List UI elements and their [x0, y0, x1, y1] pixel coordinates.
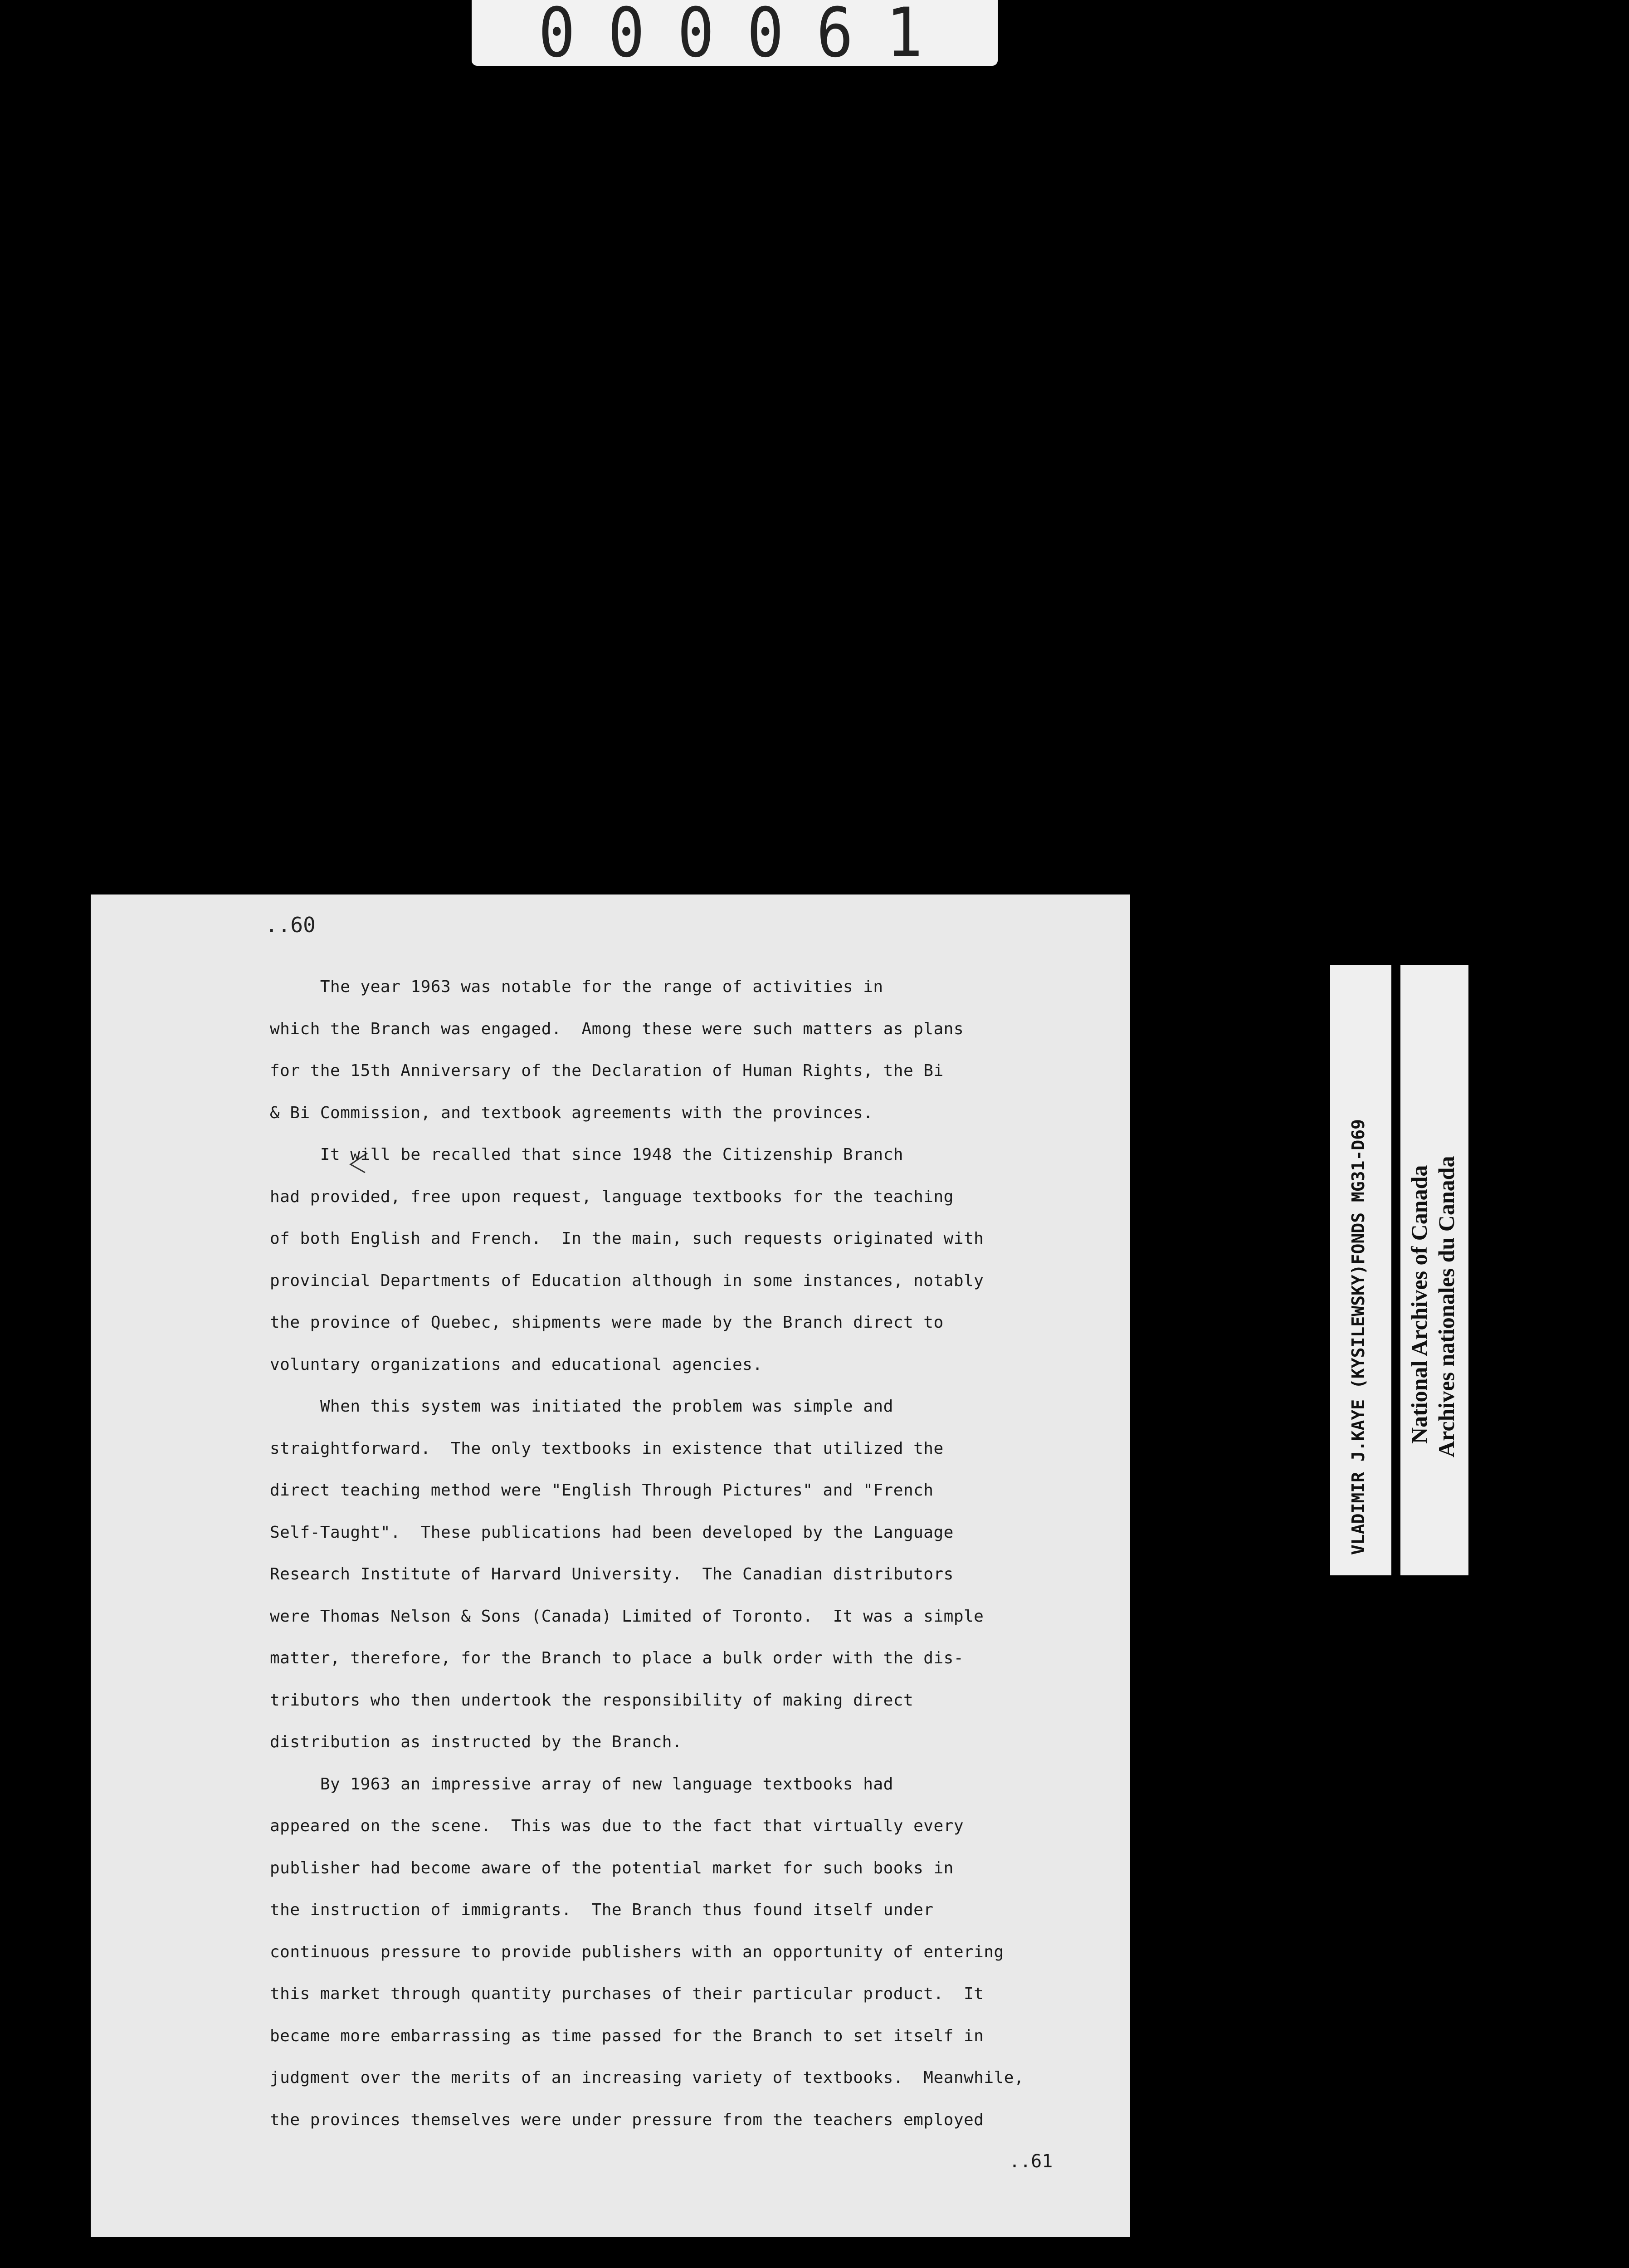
text-line: voluntary organizations and educational agencies. — [270, 1355, 763, 1374]
text-line: distribution as instructed by the Branch. — [270, 1733, 683, 1751]
typed-page — [91, 894, 1130, 2237]
text-line: which the Branch was engaged. Among these were such matters as plans — [270, 1019, 964, 1038]
text-line: The year 1963 was notable for the range of activities in — [270, 978, 883, 996]
archives-name-english: National Archives of Canada — [1406, 1165, 1432, 1444]
text-line: continuous pressure to provide publishers with an opportunity of entering — [270, 1942, 1004, 1961]
text-line: became more embarrassing as time passed for the Branch to set itself in — [270, 2026, 984, 2045]
body-text — [270, 966, 1113, 2141]
text-line: publisher had become aware of the potential market for such books in — [270, 1858, 954, 1877]
text-line: appeared on the scene. This was due to the fact that virtually every — [270, 1817, 964, 1835]
text-line: for the 15th Anniversary of the Declaration of Human Rights, the Bi — [270, 1061, 944, 1080]
fonds-text: VLADIMIR J.KAYE (KYSILEWSKY)FONDS MG31-D69 — [1348, 1119, 1368, 1555]
text-line: matter, therefore, for the Branch to place a bulk order with the dis- — [270, 1649, 964, 1667]
text-line: tributors who then undertook the responsibility of making direct — [270, 1691, 914, 1710]
page-number-top: ..60 — [265, 913, 316, 937]
text-line: By 1963 an impressive array of new language textbooks had — [270, 1774, 893, 1794]
archives-name-french: Archives nationales du Canada — [1434, 1156, 1459, 1457]
text-line: the instruction of immigrants. The Branch thus found itself under — [270, 1901, 934, 1919]
archives-strip — [1400, 965, 1468, 1575]
text-line: & Bi Commission, and textbook agreements with the provinces. — [270, 1103, 873, 1122]
text-line: this market through quantity purchases of their particular product. It — [270, 1984, 984, 2003]
text-line: the provinces themselves were under pressure from the teachers employed — [270, 2110, 984, 2129]
fonds-strip — [1330, 965, 1391, 1575]
text-line: of both English and French. In the main, such requests originated with — [270, 1229, 984, 1248]
text-line: the province of Quebec, shipments were made by the Branch direct to — [270, 1313, 944, 1332]
text-line: had provided, free upon request, language textbooks for the teaching — [270, 1187, 954, 1206]
text-line: provincial Departments of Education although in some instances, notably — [270, 1271, 984, 1290]
text-line: It will be recalled that since 1948 the Citizenship Branch — [270, 1145, 903, 1164]
text-line: direct teaching method were "English Through Pictures" and "French — [270, 1481, 934, 1500]
text-line: were Thomas Nelson & Sons (Canada) Limited of Toronto. It was a simple — [270, 1607, 984, 1626]
text-line: Research Institute of Harvard University. The Canadian distributors — [270, 1565, 954, 1584]
text-line: Self-Taught". These publications had been developed by the Language — [270, 1523, 954, 1542]
page-number-bottom: ..61 — [1009, 2151, 1053, 2172]
frame-number: 000061 — [538, 0, 956, 73]
text-line: When this system was initiated the problem was simple and — [270, 1397, 893, 1416]
text-line: judgment over the merits of an increasing variety of textbooks. Meanwhile, — [270, 2068, 1024, 2087]
archive-label — [1330, 965, 1468, 1575]
frame-counter — [472, 0, 998, 73]
text-line: straightforward. The only textbooks in existence that utilized the — [270, 1439, 944, 1458]
